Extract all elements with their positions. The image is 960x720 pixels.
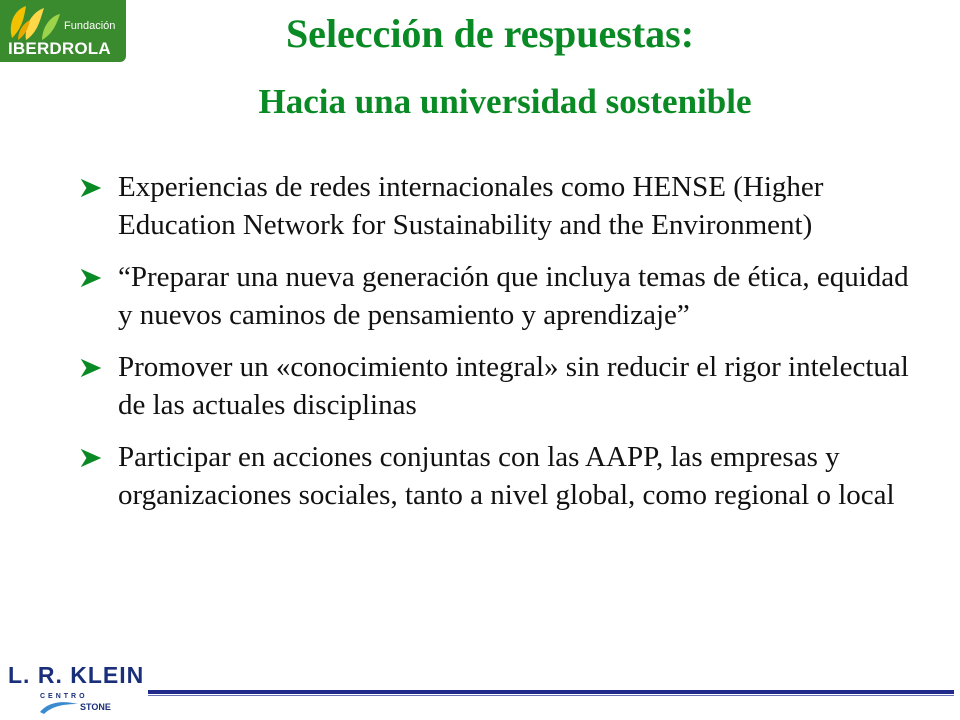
centro-label: CENTRO <box>40 693 88 700</box>
foundation-label: Fundación <box>64 20 116 32</box>
slide-subtitle: Hacia una universidad sostenible <box>258 82 752 121</box>
bullet-text: Participar en acciones conjuntas con las AAPP, las empresas y organizaciones sociales, tanto a nivel global, como regional o local <box>118 441 895 511</box>
stone-label: STONE <box>80 702 111 712</box>
bullet-item <box>78 258 928 334</box>
arrow-bullet-icon <box>80 358 102 378</box>
arrow-bullet-icon <box>80 448 102 468</box>
bullet-text: Experiencias de redes internacionales como HENSE (Higher Education Network for Sustainability and the Environment) <box>118 171 824 241</box>
footer-divider-thin <box>148 695 954 696</box>
swoosh-icon <box>38 696 80 716</box>
arrow-bullet-icon <box>80 178 102 198</box>
bullet-item <box>78 348 928 424</box>
klein-stone-logo <box>0 660 150 720</box>
arrow-bullet-icon <box>80 268 102 288</box>
bullet-text: “Preparar una nueva generación que incluya temas de ética, equidad y nuevos caminos de pensamiento y aprendizaje” <box>118 261 909 331</box>
klein-logo-text: L. R. KLEIN <box>8 662 145 688</box>
bullet-list <box>78 168 928 528</box>
bullet-text: Promover un «conocimiento integral» sin reducir el rigor intelectual de las actuales disciplinas <box>118 351 909 421</box>
footer-divider <box>148 690 954 694</box>
brand-name: IBERDROLA <box>8 39 111 58</box>
bullet-item <box>78 168 928 244</box>
bullet-item <box>78 438 928 514</box>
slide-title: Selección de respuestas: <box>285 11 695 56</box>
